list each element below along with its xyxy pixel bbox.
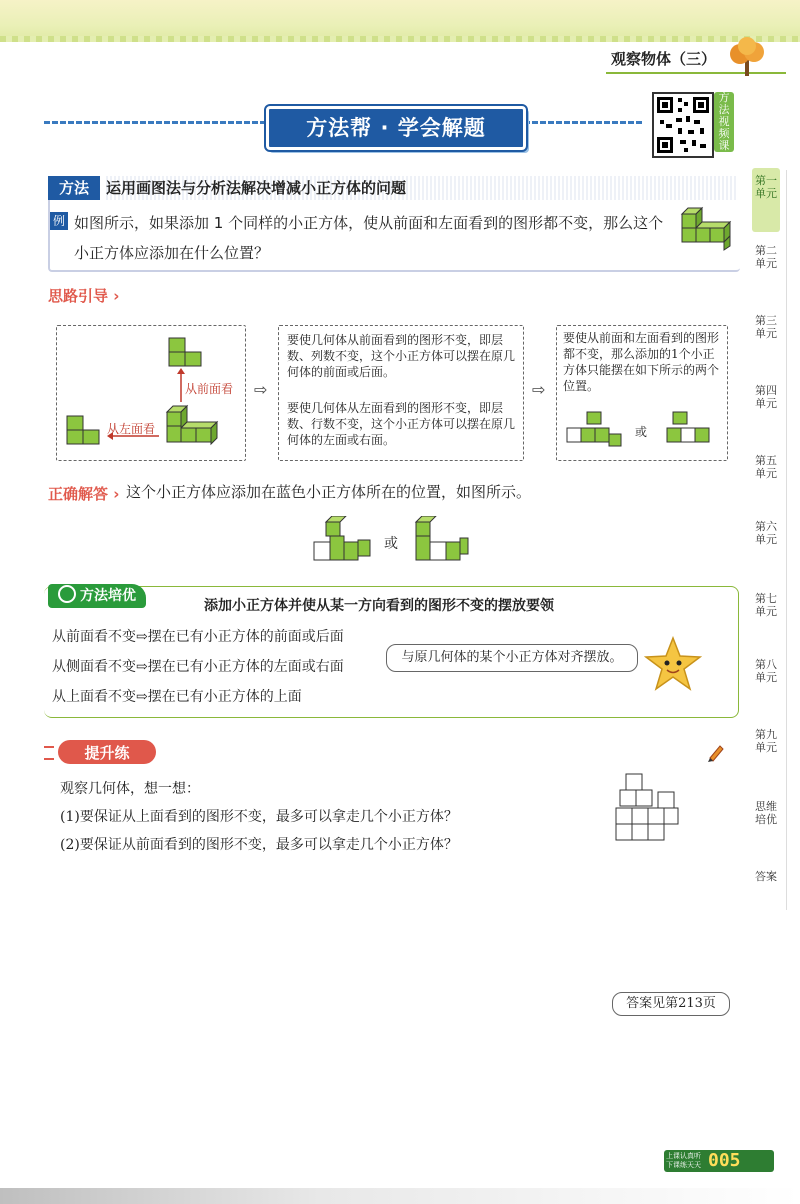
enhance-line-top: 从上面看不变⇨摆在已有小正方体的上面: [52, 689, 302, 705]
hint-panel-views: [56, 325, 246, 461]
example-text: 如图所示，如果添加 1 个同样的小正方体，使从前面和左面看到的图形都不变，那么这个小正方体应添加在什么位置？: [74, 214, 664, 262]
sidebar-item-unit-4[interactable]: 第四单元: [755, 384, 777, 410]
answer-label: 正确解答 ›: [48, 485, 120, 503]
sidebar-item-unit-9[interactable]: 第九单元: [755, 728, 777, 754]
or-label: 或: [635, 425, 648, 439]
see-answer-link[interactable]: 答案见第213页: [612, 992, 730, 1016]
practice-cubes-figure: [612, 770, 682, 842]
qr-code-icon[interactable]: [652, 92, 714, 158]
hint-label: 思路引导 ›: [48, 287, 120, 305]
sidebar-item-answers[interactable]: 答案: [755, 870, 777, 883]
practice-q2: (2)要保证从前面看到的图形不变，最多可以拿走几个小正方体？: [60, 837, 458, 853]
enhance-line-side: 从侧面看不变⇨摆在已有小正方体的左面或右面: [52, 659, 344, 675]
arrow-right-icon: ⇨: [532, 380, 546, 399]
example-tag: 例: [50, 212, 68, 230]
sidebar-item-unit-3[interactable]: 第三单元: [755, 314, 777, 340]
qr-label: 方法视频课: [714, 92, 734, 152]
section-banner: 方法帮 · 学会解题: [266, 106, 526, 150]
conclusion-text: 要使从前面和左面看到的图形都不变，那么添加的1个小正方体只能摆在如下所示的两个位置。: [563, 331, 720, 393]
pencil-icon: [706, 742, 726, 762]
sidebar-item-unit-1[interactable]: 第一单元: [755, 174, 777, 200]
sidebar-item-unit-2[interactable]: 第二单元: [755, 244, 777, 270]
sidebar-item-thinking[interactable]: 思维培优: [755, 800, 777, 826]
answer-figure-a: [312, 516, 372, 566]
front-view-label: 从前面看: [185, 382, 234, 396]
left-view-label: 从左面看: [107, 422, 156, 436]
footer-note: 上课认真听 下课练天天: [666, 1152, 701, 1169]
sidebar-item-unit-7[interactable]: 第七单元: [755, 592, 777, 618]
practice-tag: 提升练: [84, 744, 130, 762]
method-tag: 方法: [48, 176, 100, 200]
sidebar-rule: [786, 170, 787, 910]
answer-figure-b: [410, 516, 470, 566]
chapter-title: 观察物体（三）: [610, 50, 716, 68]
sidebar-item-unit-6[interactable]: 第六单元: [755, 520, 777, 546]
enhance-tag: 方法培优: [48, 584, 146, 608]
practice-intro: 观察几何体，想一想：: [60, 781, 200, 797]
enhance-title: 添加小正方体并使从某一方向看到的图形不变的摆放要领: [204, 598, 554, 614]
analysis-left: 要使几何体从左面看到的图形不变，即层数、行数不变，这个小正方体可以摆在原几何体的左面或右面。: [287, 401, 516, 447]
star-mascot-icon: [644, 636, 702, 692]
practice-marker: [44, 746, 54, 760]
answer-or: 或: [384, 536, 398, 552]
top-decorative-band: [0, 0, 800, 42]
page-number: 005: [708, 1150, 741, 1171]
example-cubes-figure: [676, 206, 736, 252]
hint-panel-analysis: [278, 325, 524, 461]
arrow-right-icon: ⇨: [254, 380, 268, 399]
answer-text: 这个小正方体应添加在蓝色小正方体所在的位置，如图所示。: [126, 483, 532, 501]
enhance-line-front: 从前面看不变⇨摆在已有小正方体的前面或后面: [52, 629, 344, 645]
practice-q1: (1)要保证从上面看到的图形不变，最多可以拿走几个小正方体？: [60, 809, 458, 825]
tree-icon: [724, 36, 770, 76]
analysis-front: 要使几何体从前面看到的图形不变，即层数、列数不变，这个小正方体可以摆在原几何体的前面或后面。: [287, 333, 516, 379]
method-title: 运用画图法与分析法解决增减小正方体的问题: [106, 176, 736, 200]
magnifier-icon: [58, 585, 76, 603]
tip-bubble: 与原几何体的某个小正方体对齐摆放。: [386, 644, 638, 672]
hint-panel-conclusion: [556, 325, 728, 461]
bottom-shadow: [0, 1188, 800, 1204]
sidebar-item-unit-5[interactable]: 第五单元: [755, 454, 777, 480]
sidebar-item-unit-8[interactable]: 第八单元: [755, 658, 777, 684]
